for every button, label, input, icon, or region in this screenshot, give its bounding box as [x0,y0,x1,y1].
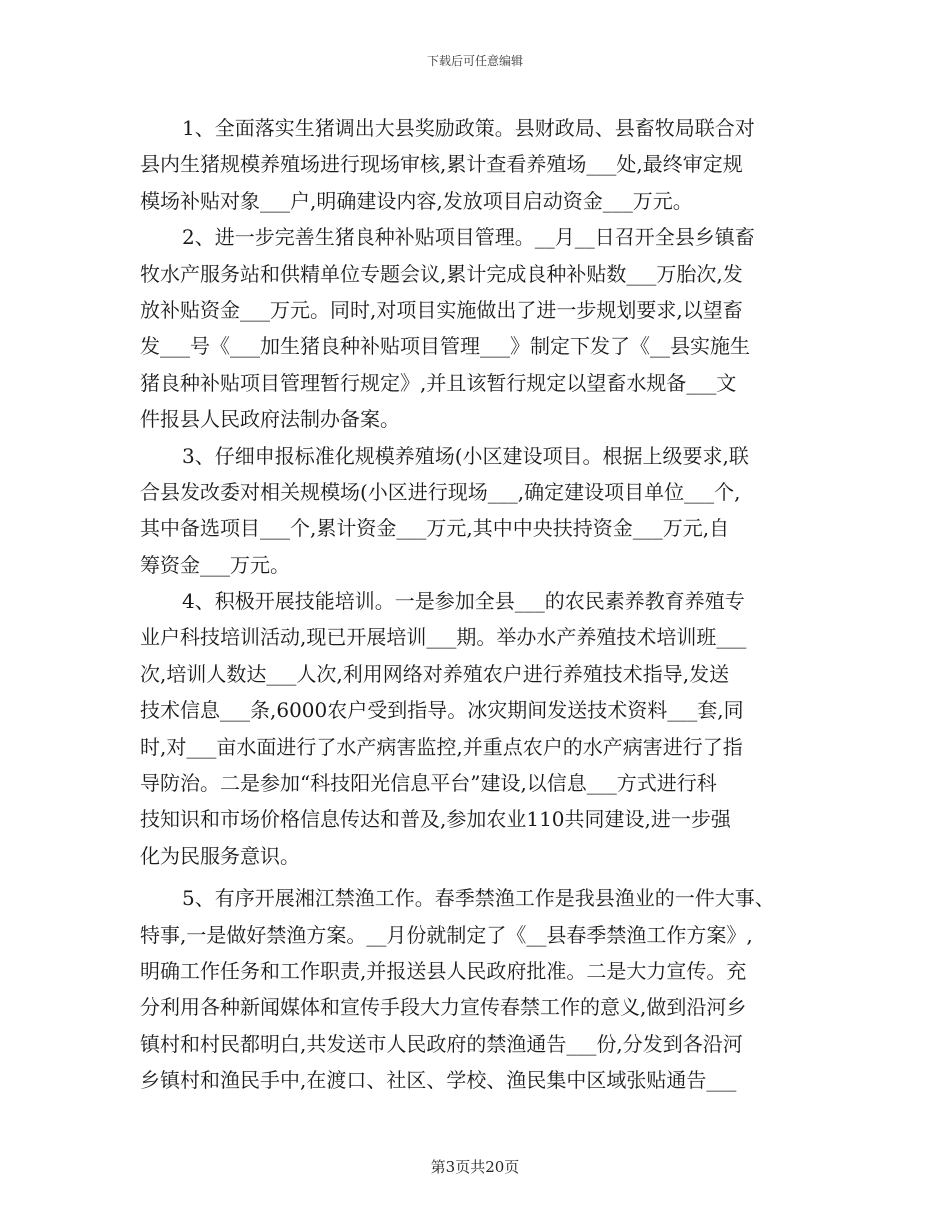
text-line: 发___号《___加生猪良种补贴项目管理___》制定下发了《__县实施生 [140,334,750,359]
text-line: 4、积极开展技能培训。一是参加全县___的农民素养教育养殖专 [182,589,745,614]
text-line: 导防治。二是参加“科技阳光信息平台”建设,以信息___方式进行科 [140,771,717,796]
text-line: 特事,一是做好禁渔方案。__月份就制定了《__县春季禁渔工作方案》, [140,922,753,947]
text-line: 镇村和村民都明白,共发送市人民政府的禁渔通告___份,分发到各沿河 [140,1031,743,1056]
paragraph-3 [140,438,810,584]
text-line: 合县发改委对相关规模场(小区进行现场___,确定建设项目单位___个, [140,479,741,504]
text-line: 县内生猪规模养殖场进行现场审核,累计查看养殖场___处,最终审定规 [140,152,743,177]
document-body [140,110,810,1099]
text-line: 放补贴资金___万元。同时,对项目实施做出了进一步规划要求,以望畜 [140,297,743,322]
text-line: 5、有序开展湘江禁渔工作。春季禁渔工作是我县渔业的一件大事、 [182,886,775,911]
text-line: 筹资金___万元。 [140,552,290,577]
text-line: 技术信息___条,6000农户受到指导。冰灾期间发送技术资料___套,同 [140,698,744,723]
text-line: 3、仔细申报标准化规模养殖场(小区建设项目。根据上级要求,联 [182,443,749,468]
text-line: 1、全面落实生猪调出大县奖励政策。县财政局、县畜牧局联合对 [182,116,755,140]
text-line: 次,培训人数达___人次,利用网络对养殖农户进行养殖技术指导,发送 [140,661,730,686]
text-line: 业户科技培训活动,现已开展培训___期。举办水产养殖技术培训班___ [140,625,747,650]
paragraph-4 [140,583,810,874]
text-line: 分利用各种新闻媒体和宣传手段大力宣传春禁工作的意义,做到沿河乡 [140,995,747,1020]
text-line: 化为民服务意识。 [140,843,300,868]
text-line: 时,对___亩水面进行了水产病害监控,并重点农户的水产病害进行了指 [140,734,743,759]
paragraph-2 [140,219,810,437]
text-line: 乡镇村和渔民手中,在渡口、社区、学校、渔民集中区域张贴通告___ [140,1068,737,1093]
text-line: 件报县人民政府法制办备案。 [140,407,400,432]
text-line: 模场补贴对象___户,明确建设内容,发放项目启动资金___万元。 [140,188,693,213]
paragraph-5 [140,880,810,1098]
text-line: 2、进一步完善生猪良种补贴项目管理。__月__日召开全县乡镇畜 [182,225,755,250]
text-line: 技知识和市场价格信息传达和普及,参加农业110共同建设,进一步强 [140,807,731,832]
page-number: 第3页共20页 [430,1158,520,1176]
text-line: 明确工作任务和工作职责,并报送县人民政府批准。二是大力宣传。充 [140,958,747,983]
text-line: 猪良种补贴项目管理暂行规定》,并且该暂行规定以望畜水规备___文 [140,370,737,395]
text-line: 牧水产服务站和供精单位专题会议,累计完成良种补贴数___万胎次,发 [140,261,743,286]
text-line: 其中备选项目___个,累计资金___万元,其中中央扶持资金___万元,自 [140,516,730,541]
paragraph-1 [140,110,810,219]
page-header: 下载后可任意编辑 [426,54,523,68]
